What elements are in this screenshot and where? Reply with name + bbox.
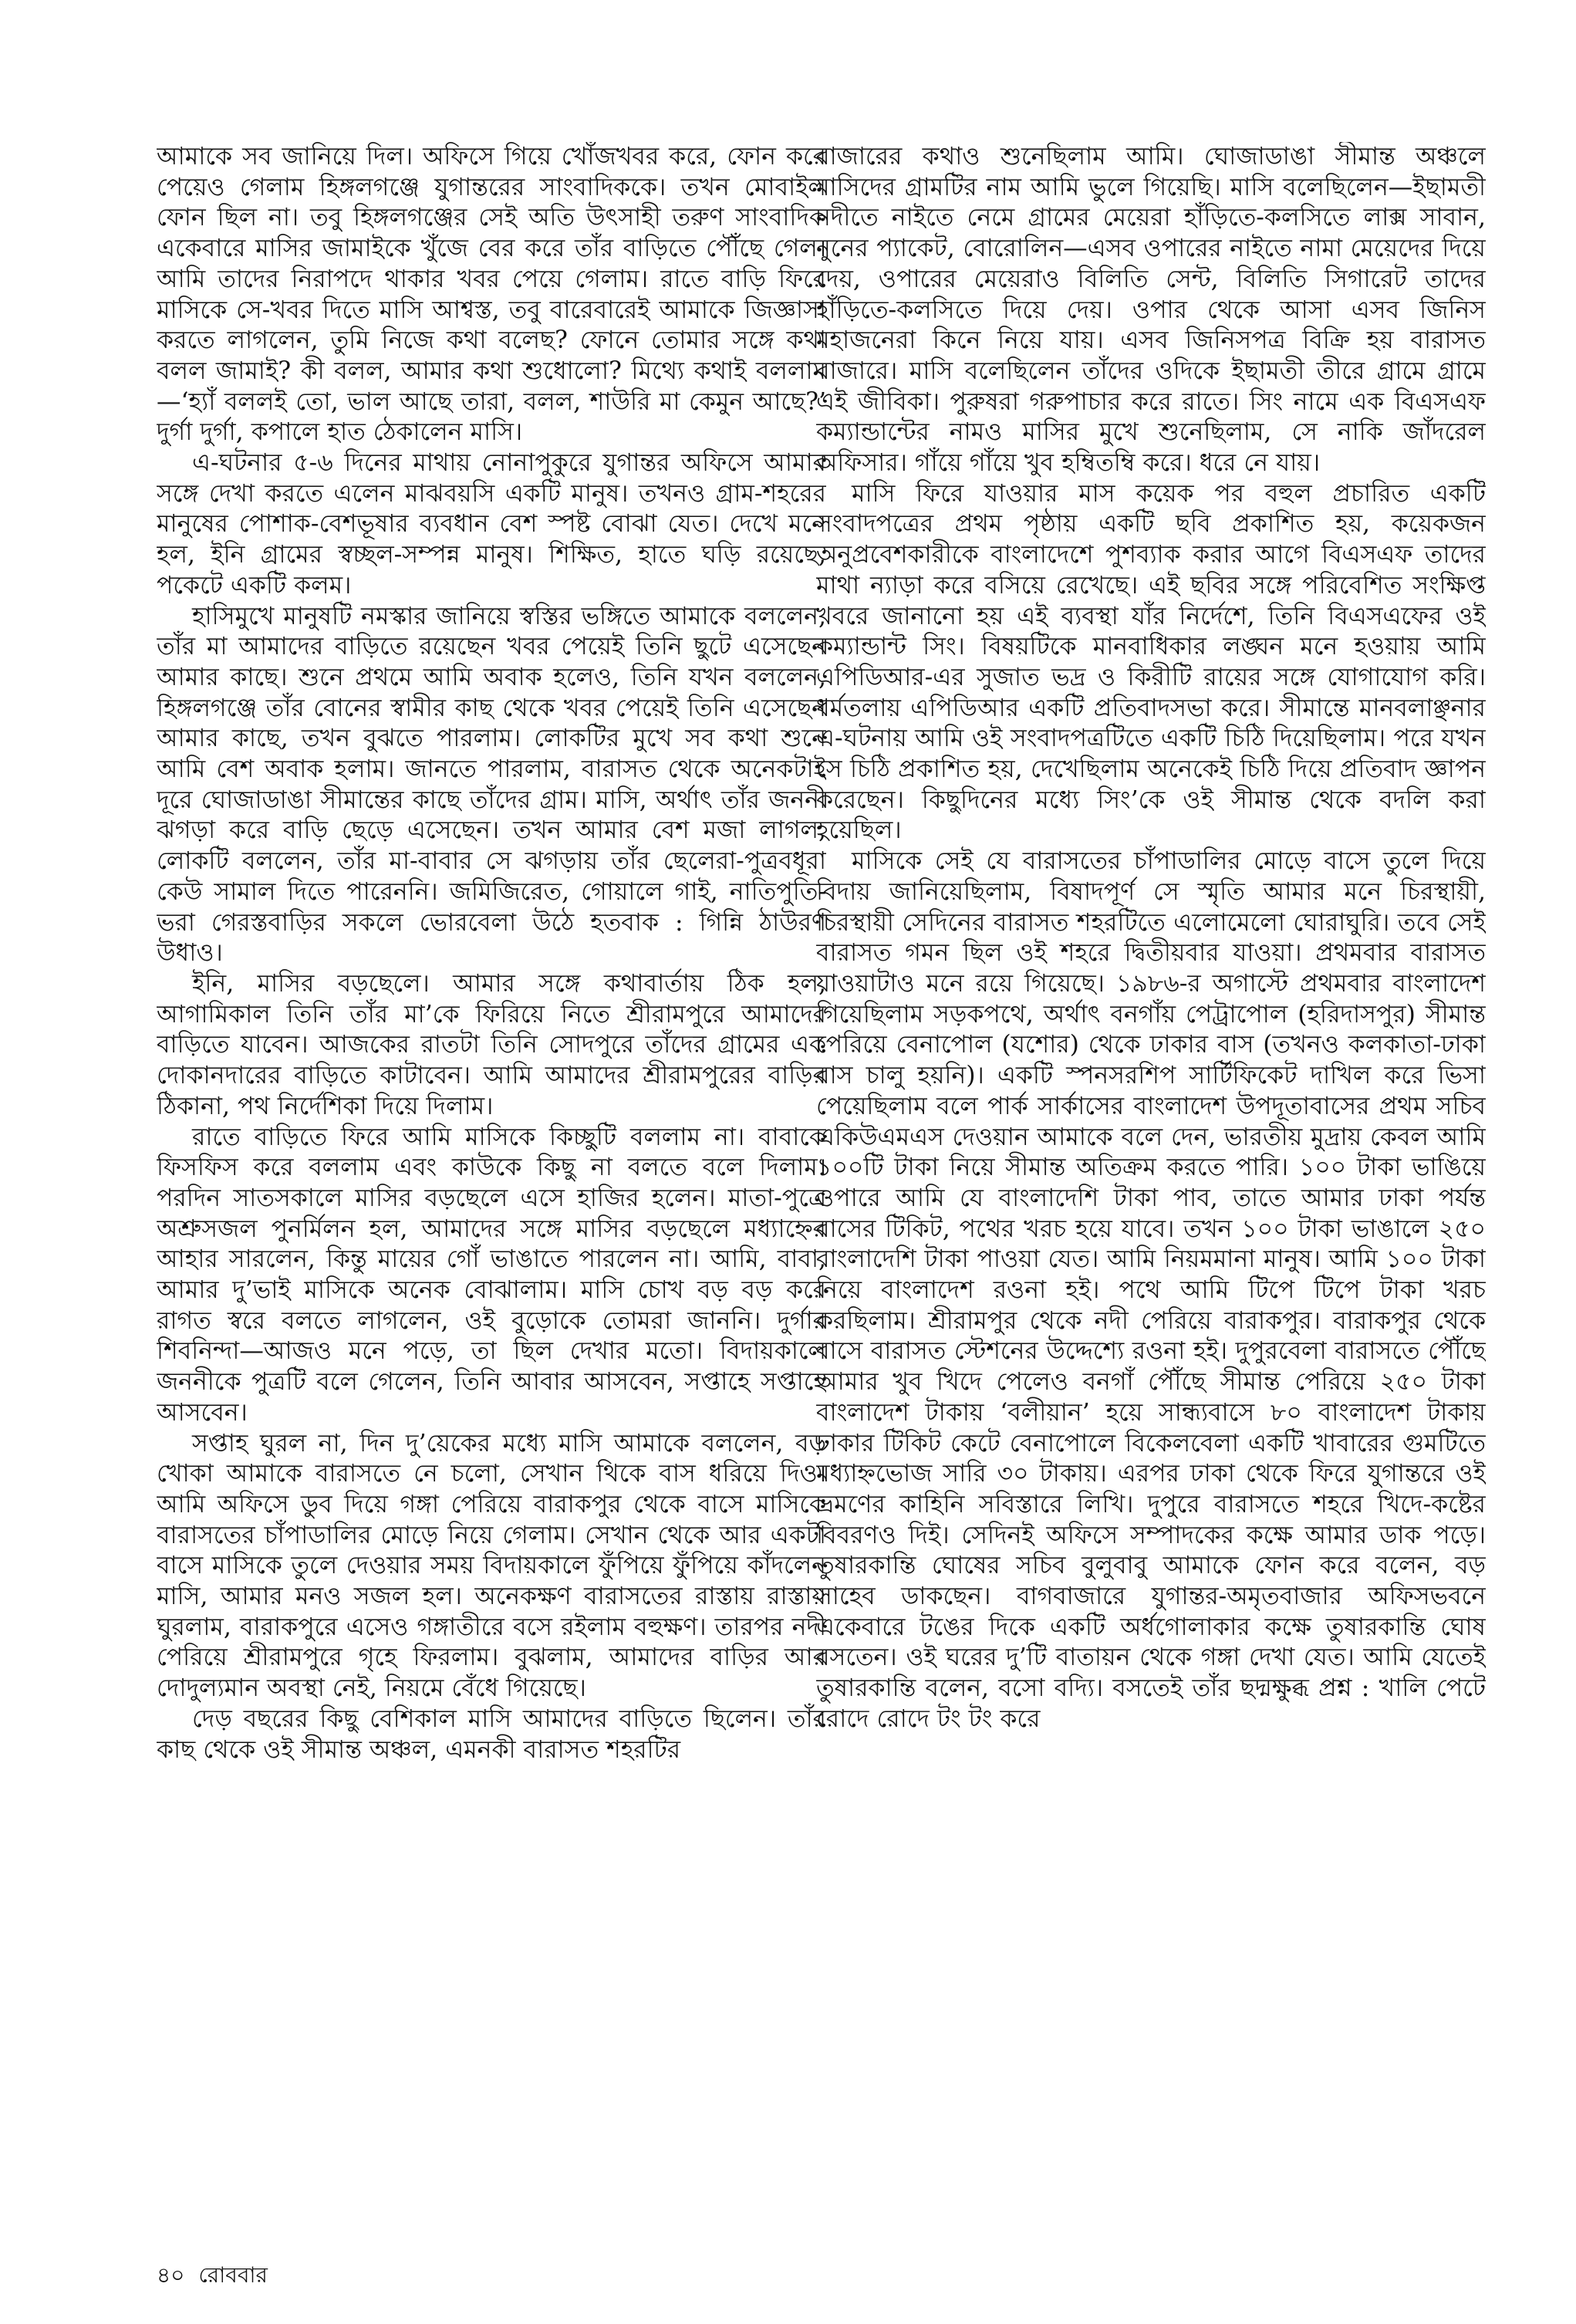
paragraph: মাসিকে সেই যে বারাসতের চাঁপাডালির মোড়ে বাসে তুলে দিয়ে বিদায় জানিয়েছিলাম, বিষাদপূর্ণ সে স্মৃতি আমার মনে চিরস্থায়ী, চিরস্থায়ী সেদিনের বারাসত শহরটিতে এলোমেলো ঘোরাঘুরি। তবে সেই বারাসত গমন ছিল ওই শহরে দ্বিতীয়বার যাওয়া। প্রথমবার বারাসত যাওয়াটাও মনে রয়ে গিয়েছে। ১৯৮৬-র অগাস্টে প্রথমবার বাংলাদেশ গিয়েছিলাম সড়কপথে, অর্থাৎ বনগাঁয় পেট্রাপোল (হরিদাসপুর) সীমান্ত পেরিয়ে বেনাপোল (যশোর) থেকে ঢাকার বাস (তখনও কলকাতা-ঢাকা বাস চালু হয়নি)। একটি স্পনসরশিপ সার্টিফিকেট দাখিল করে ভিসা পেয়েছিলাম বলে পার্ক সার্কাসের বাংলাদেশ উপদূতাবাসের প্রথম সচিব একিউএমএস দেওয়ান আমাকে বলে দেন, ভারতীয় মুদ্রায় কেবল আমি ১০০টি টাকা নিয়ে সীমান্ত অতিক্রম করতে পারি। ১০০ টাকা ভাঙিয়ে ওপারে আমি যে বাংলাদেশি টাকা পাব, তাতে আমার ঢাকা পর্যন্ত বাসের টিকিট, পথের খরচ হয়ে যাবে। তখন ১০০ টাকা ভাঙালে ২৫০ বাংলাদেশি টাকা পাওয়া যেত। আমি নিয়মমানা মানুষ। আমি ১০০ টাকা নিয়ে বাংলাদেশ রওনা হই। পথে আমি টিপে টিপে টাকা খরচ করছিলাম। শ্রীরামপুর থেকে নদী পেরিয়ে বারাকপুর। বারাকপুর থেকে বাসে বারাসত স্টেশনের উদ্দেশ্যে রওনা হই। দুপুরবেলা বারাসতে পৌঁছে আমার খুব খিদে পেলেও বনগাঁ পৌঁছে সীমান্ত পেরিয়ে ২৫০ টাকা বাংলাদেশ টাকায় ‘বলীয়ান’ হয়ে সান্ধ্যবাসে ৮০ বাংলাদেশ টাকায় ঢাকার টিকিট কেটে বেনাপোলে বিকেলবেলা একটি খাবারের গুমটিতে মধ্যাহ্নভোজ সারি ৩০ টাকায়। এরপর ঢাকা থেকে ফিরে যুগান্তরে ওই ভ্রমণের কাহিনি সবিস্তারে লিখি। দুপুরে বারাসতে শহরে খিদে-কষ্টের বিবরণও দিই। সেদিনই অফিসে সম্পাদকের কক্ষে আমার ডাক পড়ে। তুষারকান্তি ঘোষের সচিব বুলুবাবু আমাকে ফোন করে বলেন, বড় সাহেব ডাকছেন। বাগবাজারে যুগান্তর-অমৃতবাজার অফিসভবনে একেবারে টঙের দিকে একটি অর্ধগোলাকার কক্ষে তুষারকান্তি ঘোষ বসতেন। ওই ঘরের দু’টি বাতায়ন থেকে গঙ্গা দেখা যেত। আমি যেতেই তুষারকান্তি বলেন, বসো বদ্যি। বসতেই তাঁর ছদ্মক্ষুব্ধ প্রশ্ন : খালি পেটে রোদে রোদে টং টং করে: [816, 847, 1486, 1733]
publication-name: রোববার: [198, 2262, 268, 2288]
paragraph: মাসি ফিরে যাওয়ার মাস কয়েক পর বহুল প্রচারিত একটি সংবাদপত্রের প্রথম পৃষ্ঠায় একটি ছবি প্রকাশিত হয়, কয়েকজন অনুপ্রবেশকারীকে বাংলাদেশে পুশব্যাক করার আগে বিএসএফ তাদের মাথা ন্যাড়া করে বসিয়ে রেখেছে। এই ছবির সঙ্গে পরিবেশিত সংক্ষিপ্ত খবরে জানানো হয় এই ব্যবস্থা যাঁর নির্দেশে, তিনি বিএসএফের ওই কম্যান্ডান্ট সিং। বিষয়টিকে মানবাধিকার লঙ্ঘন মনে হওয়ায় আমি এপিডিআর-এর সুজাত ভদ্র ও কিরীটি রায়ের সঙ্গে যোগাযোগ করি। ধর্মতলায় এপিডিআর একটি প্রতিবাদসভা করে। সীমান্তে মানবলাঞ্ছনার এ-ঘটনায় আমি ওই সংবাদপত্রটিতে একটি চিঠি দিয়েছিলাম। পরে যখন সে চিঠি প্রকাশিত হয়, দেখেছিলাম অনেকেই চিঠি দিয়ে প্রতিবাদ জ্ঞাপন করেছেন। কিছুদিনের মধ্যে সিং’কে ওই সীমান্ত থেকে বদলি করা হয়েছিল।: [816, 479, 1486, 845]
paragraph: বাজারের কথাও শুনেছিলাম আমি। ঘোজাডাঙা সীমান্ত অঞ্চলে মাসিদের গ্রামটির নাম আমি ভুলে গিয়েছি। মাসি বলেছিলেন—ইছামতী নদীতে নাইতে নেমে গ্রামের মেয়েরা হাঁড়িতে-কলসিতে লাক্স সাবান, নুনের প্যাকেট, বোরোলিন—এসব ওপারের নাইতে নামা মেয়েদের দিয়ে দেয়, ওপারের মেয়েরাও বিলিতি সেন্ট, বিলিতি সিগারেট তাদের হাঁড়িতে-কলসিতে দিয়ে দেয়। ওপার থেকে আসা এসব জিনিস মহাজনেরা কিনে নিয়ে যায়। এসব জিনিসপত্র বিক্রি হয় বারাসত বাজারে। মাসি বলেছিলেন তাঁদের ওদিকে ইছামতী তীরে গ্রামে গ্রামে এই জীবিকা। পুরুষরা গরুপাচার করে রাতে। সিং নামে এক বিএসএফ কম্যান্ডান্টের নামও মাসির মুখে শুনেছিলাম, সে নাকি জাঁদরেল অফিসার। গাঁয়ে গাঁয়ে খুব হম্বিতম্বি করে। ধরে নে যায়।: [816, 143, 1486, 478]
paragraph: দেড় বছরের কিছু বেশিকাল মাসি আমাদের বাড়িতে ছিলেন। তাঁর কাছ থেকে ওই সীমান্ত অঞ্চল, এমনকী বারাসত শহরটির: [157, 1704, 826, 1764]
left-column: [157, 142, 826, 2241]
paragraph: রাতে বাড়িতে ফিরে আমি মাসিকে কিচ্ছুটি বললাম না। বাবাকে ফিসফিস করে বললাম এবং কাউকে কিছু না বলতে বলে দিলাম। পরদিন সাতসকালে মাসির বড়ছেলে এসে হাজির হলেন। মাতা-পুত্রে অশ্রুসজল পুনর্মিলন হল, আমাদের সঙ্গে মাসির বড়ছেলে মধ্যাহ্নের আহার সারলেন, কিন্তু মায়ের গোঁ ভাঙাতে পারলেন না। আমি, বাবা, আমার দু’ভাই মাসিকে অনেক বোঝালাম। মাসি চোখ বড় বড় করে রাগত স্বরে বলতে লাগলেন, ওই বুড়োকে তোমরা জাননি। দুর্গার শিবনিন্দা—আজও মনে পড়ে, তা ছিল দেখার মতো। বিদায়কালে জননীকে পুত্রটি বলে গেলেন, তিনি আবার আসবেন, সপ্তাহে সপ্তাহে আসবেন।: [157, 1123, 826, 1427]
page-number: ৪০: [157, 2262, 185, 2288]
paragraph: এ-ঘটনার ৫-৬ দিনের মাথায় নোনাপুকুরে যুগান্তর অফিসে আমার সঙ্গে দেখা করতে এলেন মাঝবয়সি একটি মানুষ। তখনও গ্রাম-শহরের মানুষের পোশাক-বেশভূষার ব্যবধান বেশ স্পষ্ট বোঝা যেত। দেখে মনে হল, ইনি গ্রামের স্বচ্ছল-সম্পন্ন মানুষ। শিক্ষিত, হাতে ঘড়ি রয়েছে, পকেটে একটি কলম।: [157, 449, 826, 600]
paragraph: আমাকে সব জানিয়ে দিল। অফিসে গিয়ে খোঁজখবর করে, ফোন করে পেয়েও গেলাম হিঙ্গলগঞ্জে যুগান্তরের সাংবাদিককে। তখন মোবাইল ফোন ছিল না। তবু হিঙ্গলগঞ্জের সেই অতি উৎসাহী তরুণ সাংবাদিক একেবারে মাসির জামাইকে খুঁজে বের করে তাঁর বাড়িতে পৌঁছে গেল। আমি তাদের নিরাপদে থাকার খবর পেয়ে গেলাম। রাতে বাড়ি ফিরে মাসিকে সে-খবর দিতে মাসি আশ্বস্ত, তবু বারেবারেই আমাকে জিজ্ঞাসা করতে লাগলেন, তুমি নিজে কথা বলেছ? ফোনে তোমার সঙ্গে কথা বলল জামাই? কী বলল, আমার কথা শুধোলো? মিথ্যে কথাই বললাম—‘হ্যাঁ বললই তো, ভাল আছে তারা, বলল, শাউরি মা কেমুন আছে?’ দুর্গা দুর্গা, কপালে হাত ঠেকালেন মাসি।: [157, 143, 826, 447]
right-column: [816, 142, 1486, 2241]
paragraph: হাসিমুখে মানুষটি নমস্কার জানিয়ে স্বস্তির ভঙ্গিতে আমাকে বললেন, তাঁর মা আমাদের বাড়িতে রয়েছেন খবর পেয়েই তিনি ছুটে এসেছেন আমার কাছে। শুনে প্রথমে আমি অবাক হলেও, তিনি যখন বললেন, হিঙ্গলগঞ্জে তাঁর বোনের স্বামীর কাছ থেকে খবর পেয়েই তিনি এসেছেন আমার কাছে, তখন বুঝতে পারলাম। লোকটির মুখে সব কথা শুনে আমি বেশ অবাক হলাম। জানতে পারলাম, বারাসত থেকে অনেকটাই দূরে ঘোজাডাঙা সীমান্তের কাছে তাঁদের গ্রাম। মাসি, অর্থাৎ তাঁর জননী ঝগড়া করে বাড়ি ছেড়ে এসেছেন। তখন আমার বেশ মজা লাগল, লোকটি বললেন, তাঁর মা-বাবার সে ঝগড়ায় তাঁর ছেলেরা-পুত্রবধূরা কেউ সামাল দিতে পারেননি। জমিজিরেত, গোয়ালে গাই, নাতিপুতি-ভরা গেরস্তবাড়ির সকলে ভোরবেলা উঠে হতবাক : গিন্নি ঠাউরণ উধাও।: [157, 602, 826, 968]
paragraph: ইনি, মাসির বড়ছেলে। আমার সঙ্গে কথাবার্তায় ঠিক হল, আগামিকাল তিনি তাঁর মা’কে ফিরিয়ে নিতে শ্রীরামপুরে আমাদের বাড়িতে যাবেন। আজকের রাতটা তিনি সোদপুরে তাঁদের গ্রামের এক দোকানদারের বাড়িতে কাটাবেন। আমি আমাদের শ্রীরামপুরের বাড়ির ঠিকানা, পথ নির্দেশিকা দিয়ে দিলাম।: [157, 969, 826, 1120]
paragraph: সপ্তাহ ঘুরল না, দিন দু’য়েকের মধ্যে মাসি আমাকে বললেন, বড় খোকা আমাকে বারাসতে নে চলো, সেখান থিকে বাস ধরিয়ে দিও। আমি অফিসে ডুব দিয়ে গঙ্গা পেরিয়ে বারাকপুর থেকে বাসে মাসিকে বারাসতের চাঁপাডালির মোড়ে নিয়ে গেলাম। সেখান থেকে আর একটা বাসে মাসিকে তুলে দেওয়ার সময় বিদায়কালে ফুঁপিয়ে ফুঁপিয়ে কাঁদলেন মাসি, আমার মনও সজল হল। অনেকক্ষণ বারাসতের রাস্তায় রাস্তায় ঘুরলাম, বারাকপুরে এসেও গঙ্গাতীরে বসে রইলাম বহুক্ষণ। তারপর নদী পেরিয়ে শ্রীরামপুরে গৃহে ফিরলাম। বুঝলাম, আমাদের বাড়ির আর দোদুল্যমান অবস্থা নেই, নিয়মে বেঁধে গিয়েছে।: [157, 1429, 826, 1703]
page-footer: [157, 2262, 282, 2289]
